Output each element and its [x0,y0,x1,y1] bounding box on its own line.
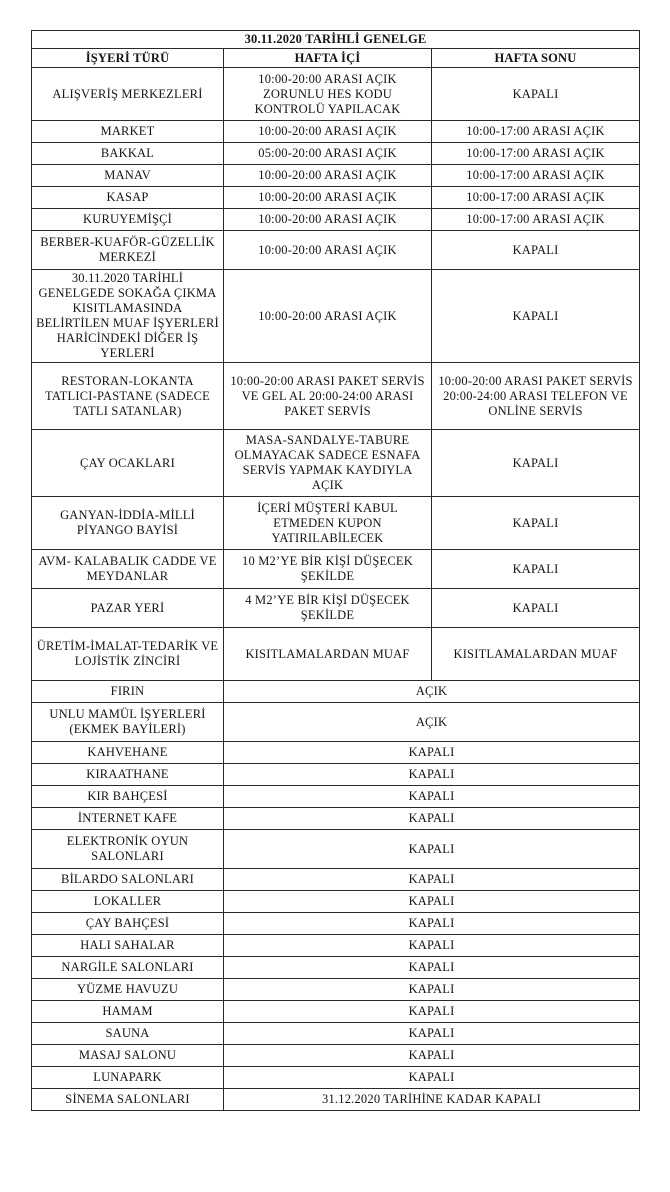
cell-name: RESTORAN-LOKANTA TATLICI-PASTANE (SADECE TATLI SATANLAR) [32,363,224,430]
table-row [32,1045,640,1067]
cell-status: KAPALI [224,913,640,935]
table-row [32,742,640,764]
table-row [32,121,640,143]
cell-status: AÇIK [224,681,640,703]
cell-weekday: İÇERİ MÜŞTERİ KABUL ETMEDEN KUPON YATIRILABİLECEK [224,497,432,550]
cell-weekday: 05:00-20:00 ARASI AÇIK [224,143,432,165]
cell-status: KAPALI [224,764,640,786]
table-row [32,363,640,430]
cell-weekend: KAPALI [432,68,640,121]
table-row [32,957,640,979]
cell-status: KAPALI [224,1001,640,1023]
cell-name: LUNAPARK [32,1067,224,1089]
cell-weekday: MASA-SANDALYE-TABURE OLMAYACAK SADECE ESNAFA SERVİS YAPMAK KAYDIYLA AÇIK [224,430,432,497]
table-row [32,1001,640,1023]
table-row [32,628,640,681]
cell-status: KAPALI [224,742,640,764]
cell-weekend: 10:00-17:00 ARASI AÇIK [432,143,640,165]
cell-name: 30.11.2020 TARİHLİ GENELGEDE SOKAĞA ÇIKMA KISITLAMASINDA BELİRTİLEN MUAF İŞYERLERİ HARİCİNDEKİ DİĞER İŞ YERLERİ [32,270,224,363]
header-weekday: HAFTA İÇİ [224,49,432,68]
cell-weekend: 10:00-17:00 ARASI AÇIK [432,121,640,143]
header-weekend: HAFTA SONU [432,49,640,68]
table-row [32,891,640,913]
cell-name: SAUNA [32,1023,224,1045]
cell-weekday: 10:00-20:00 ARASI AÇIK [224,209,432,231]
table-row [32,187,640,209]
circular-document [31,30,639,1111]
header-business-type: İŞYERİ TÜRÜ [32,49,224,68]
cell-name: SİNEMA SALONLARI [32,1089,224,1111]
cell-weekday: KISITLAMALARDAN MUAF [224,628,432,681]
document-title: 30.11.2020 TARİHLİ GENELGE [32,31,640,49]
cell-status: KAPALI [224,935,640,957]
cell-weekend: KISITLAMALARDAN MUAF [432,628,640,681]
cell-weekend: KAPALI [432,430,640,497]
cell-name: FIRIN [32,681,224,703]
cell-weekend: 10:00-20:00 ARASI PAKET SERVİS 20:00-24:00 ARASI TELEFON VE ONLİNE SERVİS [432,363,640,430]
cell-status: KAPALI [224,869,640,891]
cell-status: AÇIK [224,703,640,742]
table-body [32,68,640,1111]
cell-name: İNTERNET KAFE [32,808,224,830]
cell-weekday: 10:00-20:00 ARASI AÇIK [224,270,432,363]
cell-name: BAKKAL [32,143,224,165]
title-row [32,31,640,49]
cell-name: YÜZME HAVUZU [32,979,224,1001]
cell-status: KAPALI [224,1045,640,1067]
table-row [32,589,640,628]
cell-weekend: KAPALI [432,231,640,270]
cell-status: 31.12.2020 TARİHİNE KADAR KAPALI [224,1089,640,1111]
cell-name: MARKET [32,121,224,143]
cell-name: LOKALLER [32,891,224,913]
cell-status: KAPALI [224,1023,640,1045]
table-row [32,1067,640,1089]
cell-name: PAZAR YERİ [32,589,224,628]
table-row [32,68,640,121]
cell-name: KIR BAHÇESİ [32,786,224,808]
table-row [32,869,640,891]
cell-weekend: 10:00-17:00 ARASI AÇIK [432,209,640,231]
cell-name: UNLU MAMÜL İŞYERLERİ (EKMEK BAYİLERİ) [32,703,224,742]
circular-table [31,30,640,1111]
cell-name: ELEKTRONİK OYUN SALONLARI [32,830,224,869]
cell-weekday: 10:00-20:00 ARASI AÇIK [224,187,432,209]
table-row [32,830,640,869]
cell-weekend: KAPALI [432,497,640,550]
cell-name: BERBER-KUAFÖR-GÜZELLİK MERKEZİ [32,231,224,270]
cell-status: KAPALI [224,979,640,1001]
cell-weekend: KAPALI [432,589,640,628]
cell-status: KAPALI [224,808,640,830]
table-row [32,497,640,550]
table-row [32,165,640,187]
cell-name: KIRAATHANE [32,764,224,786]
cell-name: GANYAN-İDDİA-MİLLİ PİYANGO BAYİSİ [32,497,224,550]
cell-name: ÜRETİM-İMALAT-TEDARİK VE LOJİSTİK ZİNCİRİ [32,628,224,681]
table-row [32,979,640,1001]
table-row [32,143,640,165]
table-row [32,430,640,497]
cell-weekend: KAPALI [432,550,640,589]
table-row [32,1089,640,1111]
cell-name: KAHVEHANE [32,742,224,764]
cell-name: AVM- KALABALIK CADDE VE MEYDANLAR [32,550,224,589]
cell-name: ALIŞVERİŞ MERKEZLERİ [32,68,224,121]
table-row [32,935,640,957]
table-row [32,1023,640,1045]
cell-name: HAMAM [32,1001,224,1023]
cell-weekday: 10:00-20:00 ARASI AÇIK [224,165,432,187]
cell-status: KAPALI [224,891,640,913]
cell-weekend: KAPALI [432,270,640,363]
cell-name: ÇAY BAHÇESİ [32,913,224,935]
cell-name: KASAP [32,187,224,209]
cell-weekday: 4 M2’YE BİR KİŞİ DÜŞECEK ŞEKİLDE [224,589,432,628]
cell-status: KAPALI [224,786,640,808]
cell-weekday: 10:00-20:00 ARASI AÇIK [224,231,432,270]
table-row [32,270,640,363]
cell-name: MASAJ SALONU [32,1045,224,1067]
cell-name: KURUYEMİŞÇİ [32,209,224,231]
cell-weekday: 10:00-20:00 ARASI AÇIK ZORUNLU HES KODU KONTROLÜ YAPILACAK [224,68,432,121]
table-row [32,231,640,270]
cell-weekday: 10:00-20:00 ARASI AÇIK [224,121,432,143]
cell-weekday: 10 M2’YE BİR KİŞİ DÜŞECEK ŞEKİLDE [224,550,432,589]
cell-status: KAPALI [224,830,640,869]
cell-name: ÇAY OCAKLARI [32,430,224,497]
table-row [32,786,640,808]
cell-weekend: 10:00-17:00 ARASI AÇIK [432,165,640,187]
cell-name: NARGİLE SALONLARI [32,957,224,979]
table-row [32,703,640,742]
table-row [32,808,640,830]
cell-status: KAPALI [224,957,640,979]
table-row [32,764,640,786]
table-row [32,550,640,589]
cell-weekend: 10:00-17:00 ARASI AÇIK [432,187,640,209]
table-row [32,913,640,935]
cell-name: HALI SAHALAR [32,935,224,957]
header-row [32,49,640,68]
cell-name: BİLARDO SALONLARI [32,869,224,891]
table-row [32,681,640,703]
table-row [32,209,640,231]
cell-weekday: 10:00-20:00 ARASI PAKET SERVİS VE GEL AL 20:00-24:00 ARASI PAKET SERVİS [224,363,432,430]
cell-status: KAPALI [224,1067,640,1089]
cell-name: MANAV [32,165,224,187]
